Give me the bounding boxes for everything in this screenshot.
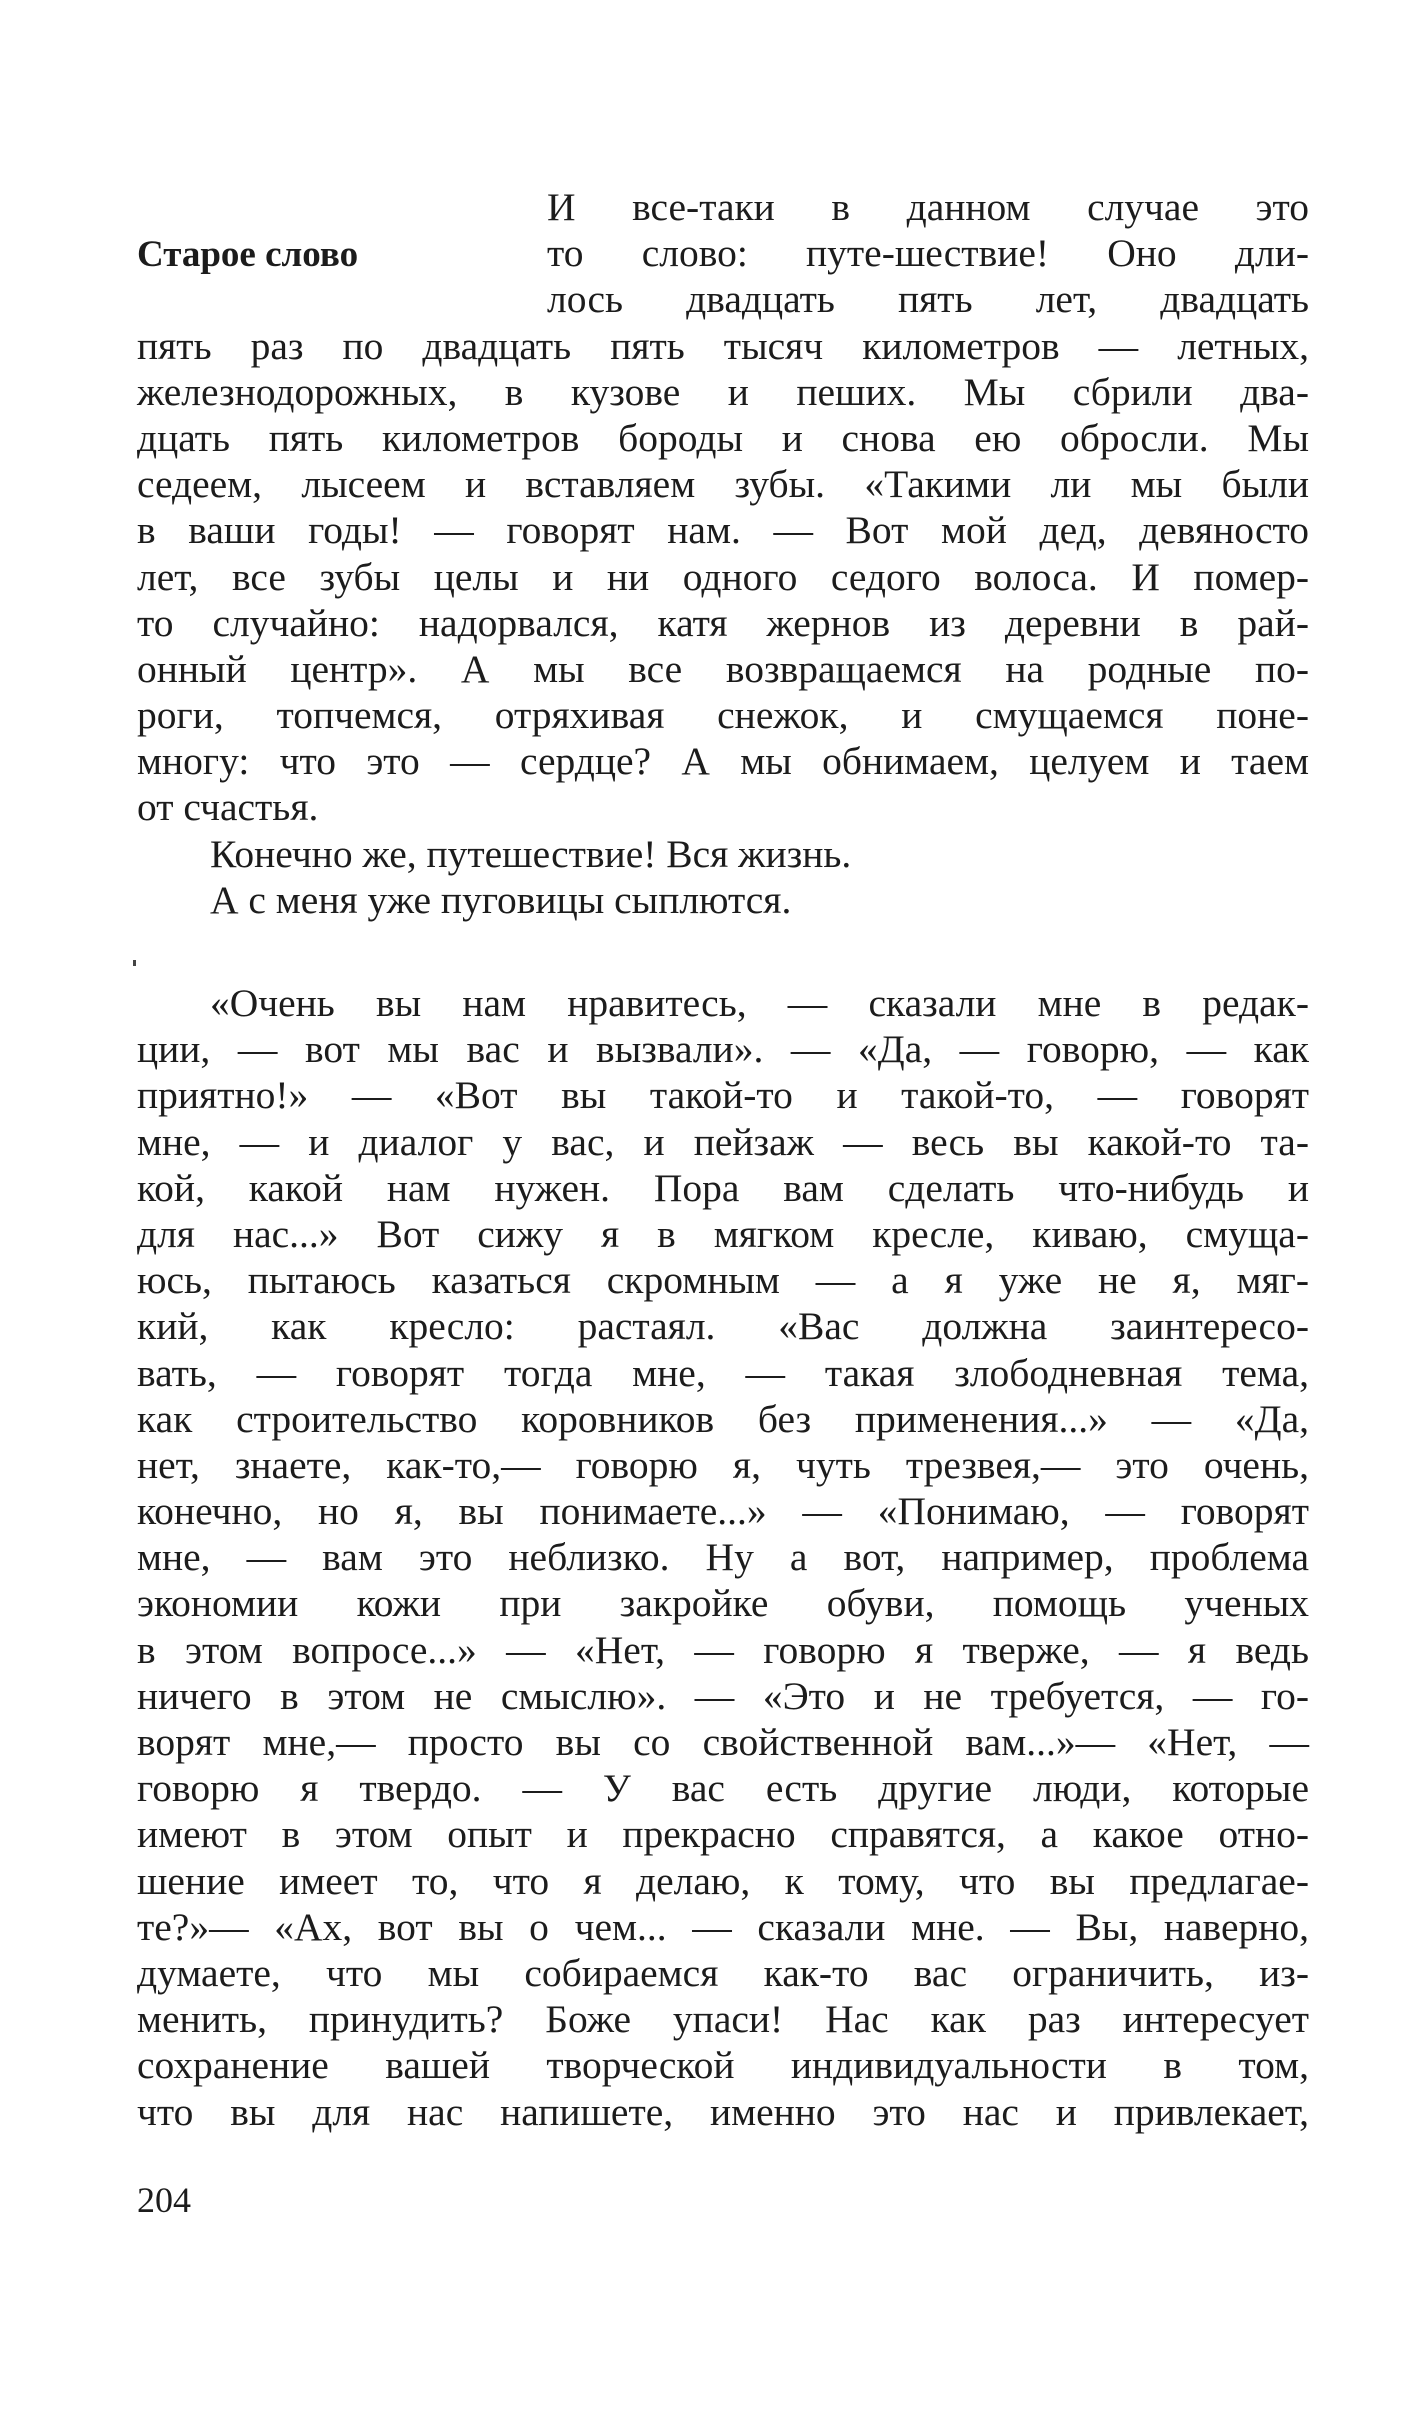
text-line: менить, принудить? Боже упаси! Нас как раз интересует xyxy=(137,1997,1309,2042)
text-line: мне, — вам это неблизко. Ну а вот, например, проблема xyxy=(137,1535,1309,1580)
text-line: И все-таки в данном случае это xyxy=(547,185,1309,229)
text-line: для нас...» Вот сижу я в мягком кресле, киваю, смуща- xyxy=(137,1211,1309,1256)
text-line: приятно!» — «Вот вы такой-то и такой-то, — говорят xyxy=(137,1073,1309,1118)
text-line: юсь, пытаюсь казаться скромным — а я уже не я, мяг- xyxy=(137,1258,1309,1303)
paragraph: Конечно же, путешествие! Вся жизнь. xyxy=(210,831,852,876)
text-line: «Очень вы нам нравитесь, — сказали мне в редак- xyxy=(210,981,1309,1025)
text-line: ции, — вот мы вас и вызвали». — «Да, — говорю, — как xyxy=(137,1027,1309,1072)
page-number: 204 xyxy=(137,2180,191,2220)
text-line: то слово: путе-шествие! Оно дли- xyxy=(547,231,1309,276)
text-line: многу: что это — сердце? А мы обнимаем, целуем и таем xyxy=(137,739,1309,784)
text-line: конечно, но я, вы понимаете...» — «Понимаю, — говорят xyxy=(137,1489,1309,1534)
text-line: экономии кожи при закройке обуви, помощь ученых xyxy=(137,1581,1309,1626)
text-line: от счастья. xyxy=(137,785,319,830)
text-line: мне, — и диалог у вас, и пейзаж — весь вы какой-то та- xyxy=(137,1119,1309,1164)
text-line: те?»— «Ах, вот вы о чем... — сказали мне. — Вы, наверно, xyxy=(137,1904,1309,1949)
print-mark xyxy=(133,960,136,966)
text-line: седеем, лысеем и вставляем зубы. «Такими ли мы были xyxy=(137,462,1309,507)
text-line: как строительство коровников без применения...» — «Да, xyxy=(137,1396,1309,1441)
text-line: думаете, что мы собираемся как-то вас ограничить, из- xyxy=(137,1950,1309,1995)
text-line: ворят мне,— просто вы со свойственной вам...»— «Нет, — xyxy=(137,1720,1309,1764)
text-line: в ваши годы! — говорят нам. — Вот мой дед, девяносто xyxy=(137,508,1309,553)
text-line: в этом вопросе...» — «Нет, — говорю я тверже, — я ведь xyxy=(137,1627,1309,1672)
text-line: имеют в этом опыт и прекрасно справятся, а какое отно- xyxy=(137,1812,1309,1857)
text-line: дцать пять километров бороды и снова ею обросли. Мы xyxy=(137,415,1309,460)
text-line: вать, — говорят тогда мне, — такая злободневная тема, xyxy=(137,1350,1309,1395)
text-line: роги, топчемся, отряхивая снежок, и смущаемся поне- xyxy=(137,693,1309,738)
section-2-text xyxy=(137,980,1309,2135)
section-1-text xyxy=(137,184,1309,923)
text-line: нет, знаете, как-то,— говорю я, чуть трезвея,— это очень, xyxy=(137,1442,1309,1487)
text-line: лет, все зубы целы и ни одного седого волоса. И помер- xyxy=(137,554,1309,599)
margin-heading: Старое слово xyxy=(137,234,359,275)
text-line: кий, как кресло: растаял. «Вас должна заинтересо- xyxy=(137,1304,1309,1349)
text-line: лось двадцать пять лет, двадцать xyxy=(547,277,1309,322)
text-line: железнодорожных, в кузове и пеших. Мы сбрили два- xyxy=(137,369,1309,414)
text-line: что вы для нас напишете, именно это нас и привлекает, xyxy=(137,2089,1309,2134)
paragraph: А с меня уже пуговицы сыплются. xyxy=(210,877,792,922)
text-line: то случайно: надорвался, катя жернов из деревни в рай- xyxy=(137,600,1309,645)
text-line: ничего в этом не смыслю». — «Это и не требуется, — го- xyxy=(137,1673,1309,1718)
text-line: онный центр». А мы все возвращаемся на родные по- xyxy=(137,646,1309,691)
text-line: кой, какой нам нужен. Пора вам сделать что-нибудь и xyxy=(137,1165,1309,1210)
text-line: шение имеет то, что я делаю, к тому, что вы предлагае- xyxy=(137,1858,1309,1903)
text-line: сохранение вашей творческой индивидуальности в том, xyxy=(137,2043,1309,2088)
text-line: пять раз по двадцать пять тысяч километров — летных, xyxy=(137,323,1309,368)
text-line: говорю я твердо. — У вас есть другие люди, которые xyxy=(137,1766,1309,1811)
